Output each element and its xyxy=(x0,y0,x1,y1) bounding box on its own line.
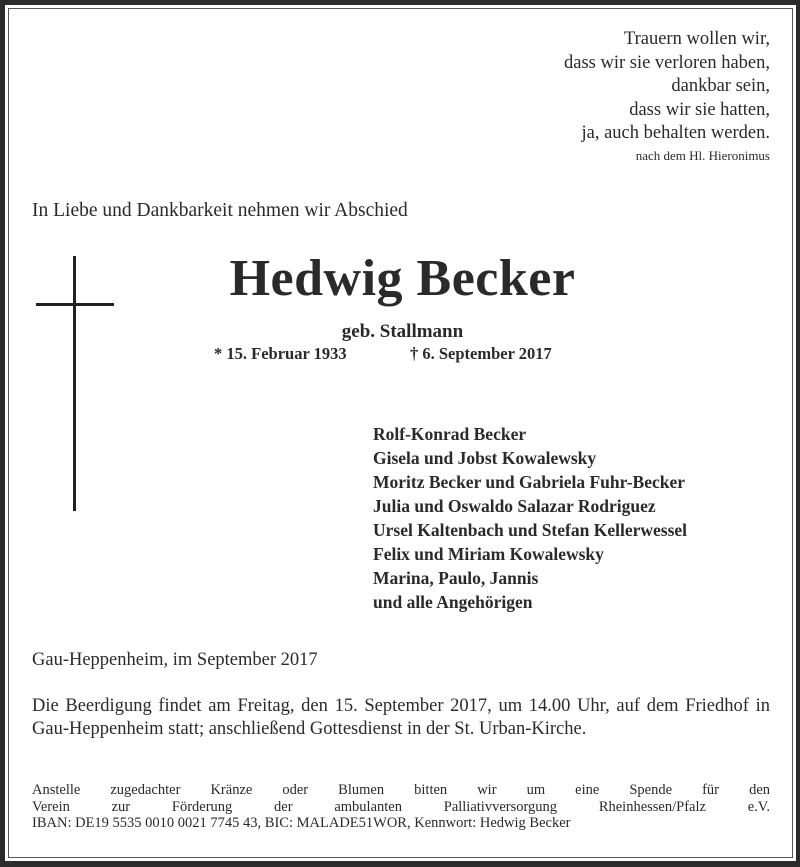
maiden-name: geb. Stallmann xyxy=(341,321,464,342)
motto-line: ja, auch behalten werden. xyxy=(581,123,770,143)
donation-bank-details: IBAN: DE19 5535 0010 0021 7745 43, BIC: MALADE51WOR, Kennwort: Hedwig Becker xyxy=(32,815,571,831)
motto-line: dass wir sie verloren haben, xyxy=(563,52,770,73)
mourner: und alle Angehörigen xyxy=(373,592,533,612)
mourner: Gisela und Jobst Kowalewsky xyxy=(373,448,597,468)
birth-date: * 15. Februar 1933 xyxy=(214,344,347,363)
mourners-list xyxy=(373,422,687,614)
intro-text: In Liebe und Dankbarkeit nehmen wir Abschied xyxy=(32,200,408,221)
motto-attribution: nach dem Hl. Hieronimus xyxy=(635,147,770,163)
donation-line: Anstelle zugedachter Kränze oder Blumen bitten wir um eine Spende für den xyxy=(32,782,770,798)
place-date: Gau-Heppenheim, im September 2017 xyxy=(32,650,318,670)
mourner: Julia und Oswaldo Salazar Rodriguez xyxy=(373,496,656,516)
mourner: Ursel Kaltenbach und Stefan Kellerwessel xyxy=(373,520,688,540)
funeral-notice: Die Beerdigung findet am Freitag, den 15. September 2017, um 14.00 Uhr, auf dem Friedhof in Gau-Heppenheim statt; anschließend Gottesdienst in der St. Urban-Kirche. xyxy=(32,696,770,739)
mourner: Rolf-Konrad Becker xyxy=(373,424,527,444)
mourner: Marina, Paulo, Jannis xyxy=(373,568,539,588)
deceased-name: Hedwig Becker xyxy=(229,250,576,307)
cross-vertical-bar xyxy=(73,256,76,511)
life-dates xyxy=(214,344,552,364)
donation-request xyxy=(32,782,770,832)
motto-line: Trauern wollen wir, xyxy=(623,29,770,49)
motto-line: dankbar sein, xyxy=(671,76,770,96)
mourner: Felix und Miriam Kowalewsky xyxy=(373,544,604,564)
donation-line: Verein zur Förderung der ambulanten Palliativversorgung Rheinhessen/Pfalz e.V. xyxy=(32,798,770,815)
motto-line: dass wir sie hatten, xyxy=(629,99,770,120)
mourner: Moritz Becker und Gabriela Fuhr-Becker xyxy=(373,472,686,492)
death-date: † 6. September 2017 xyxy=(410,344,552,363)
cross-horizontal-bar xyxy=(36,303,114,306)
motto-quote xyxy=(564,28,770,166)
